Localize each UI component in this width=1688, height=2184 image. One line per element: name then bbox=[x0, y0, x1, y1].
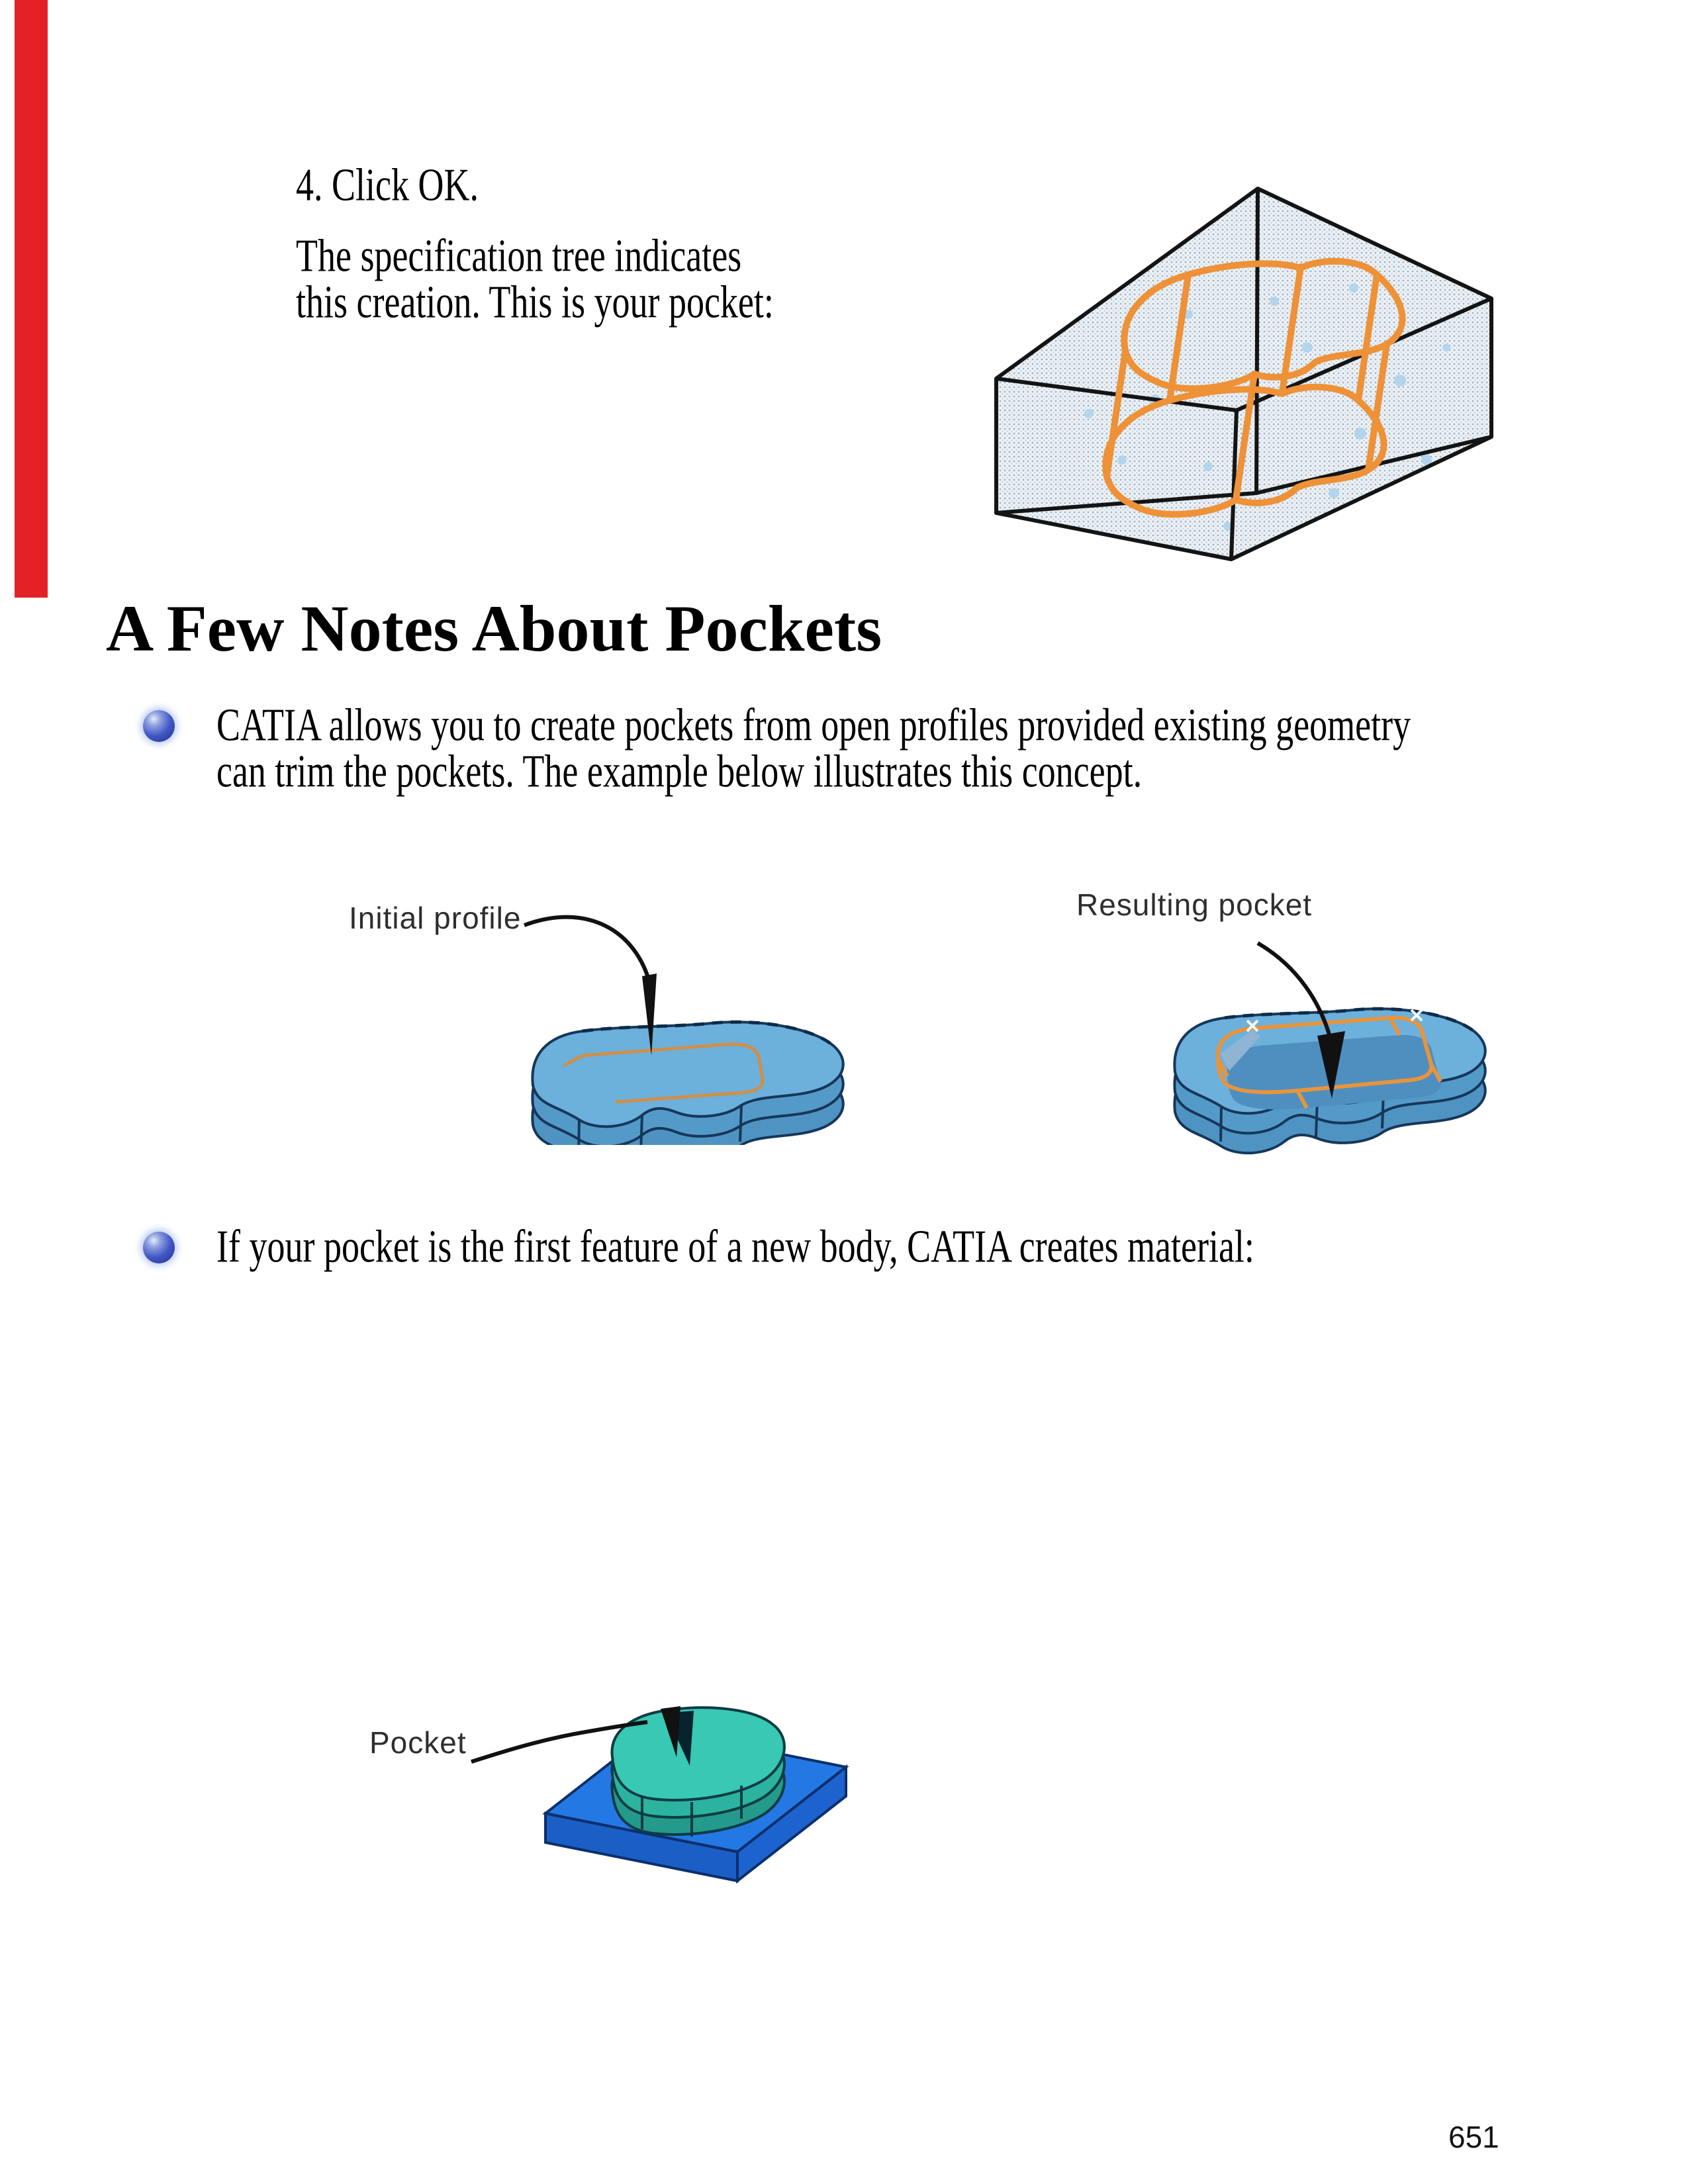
bullet-sphere-icon bbox=[143, 1232, 175, 1263]
step-paragraph bbox=[296, 230, 774, 328]
red-margin-bar bbox=[15, 0, 48, 598]
bullet-2-text bbox=[216, 1220, 1254, 1273]
resulting-pocket-label: Resulting pocket bbox=[1076, 887, 1313, 922]
step-paragraph-line2: this creation. This is your pocket: bbox=[296, 276, 774, 328]
page-number: 651 bbox=[1448, 2120, 1499, 2154]
bullet-1-line2: can trim the pockets. The example below illustrates this concept. bbox=[216, 745, 1143, 797]
bullet-sphere-icon bbox=[143, 710, 175, 742]
bullet-1-text bbox=[216, 699, 1411, 797]
pocket-figure bbox=[331, 1608, 867, 1893]
initial-profile-figure bbox=[331, 887, 867, 1145]
teal-pad bbox=[612, 1707, 784, 1837]
section-heading: A Few Notes About Pockets bbox=[106, 592, 882, 665]
pocket-label: Pocket bbox=[369, 1725, 467, 1760]
wireframe-box-figure bbox=[990, 182, 1499, 566]
bullet-1-line1: CATIA allows you to create pockets from open profiles provided existing geometry bbox=[216, 699, 1411, 751]
step-line: 4. Click OK. bbox=[296, 159, 479, 211]
resulting-pocket-figure bbox=[1019, 880, 1556, 1165]
step-paragraph-line1: The specification tree indicates bbox=[296, 230, 742, 282]
initial-profile-label: Initial profile bbox=[349, 901, 522, 935]
bullet-2-line1: If your pocket is the first feature of a new body, CATIA creates material: bbox=[216, 1220, 1254, 1273]
